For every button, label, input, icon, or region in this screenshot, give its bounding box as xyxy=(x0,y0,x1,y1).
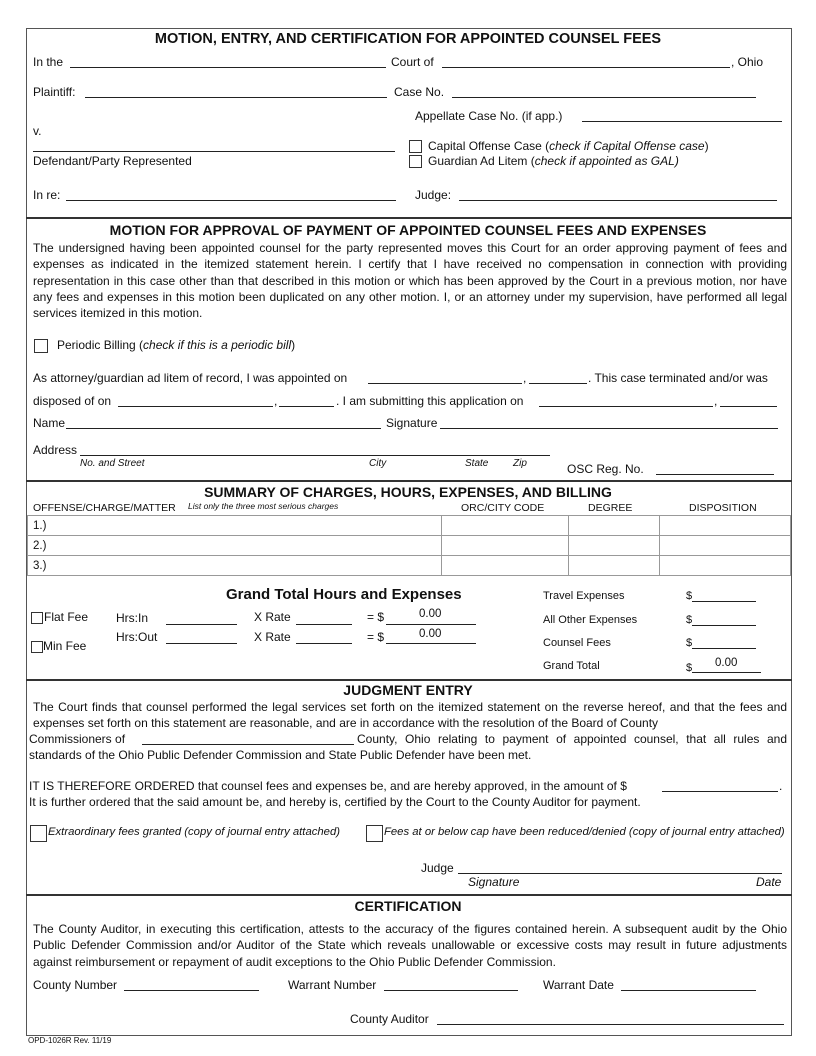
motion-body: The undersigned having been appointed counsel for the party represented moves this Court for an order approving payment of fees and expenses as indicated in the itemized statement herein. I certify that I have received no compensation in connection with providing representation in this case other than that described in this motion or which has been approved by the Court in a previous motion, nor have any fees and expenses in this motion been duplicated on any other motion. I, or an attorney under my supervision, have performed all legal services itemized in this motion. xyxy=(33,241,787,321)
disposed-label: disposed of on xyxy=(33,394,112,408)
divider xyxy=(26,679,792,681)
summary-heading: SUMMARY OF CHARGES, HOURS, EXPENSES, AND BILLING xyxy=(204,484,612,500)
periodic-billing-checkbox[interactable] xyxy=(34,339,48,353)
ordered-label: IT IS THEREFORE ORDERED that counsel fees and expenses be, and are hereby approved, in the amount of $ xyxy=(29,779,627,793)
counsel-field[interactable] xyxy=(692,648,756,649)
v-label: v. xyxy=(33,124,42,138)
col-orc: ORC/CITY CODE xyxy=(461,502,545,514)
comma: , xyxy=(714,394,718,408)
submitting-label: . I am submitting this application on xyxy=(336,394,524,408)
orc-cell[interactable] xyxy=(442,516,569,536)
appellate-field[interactable] xyxy=(582,121,782,122)
other-field[interactable] xyxy=(692,625,756,626)
rate-in-field[interactable] xyxy=(296,624,352,625)
court-of-label: Court of xyxy=(391,55,434,69)
in-the-label: In the xyxy=(33,55,64,69)
signature-label: Signature xyxy=(386,416,438,430)
disposition-cell[interactable] xyxy=(660,516,791,536)
gal-checkbox[interactable] xyxy=(409,155,422,168)
signature-caption: Signature xyxy=(468,875,520,889)
travel-field[interactable] xyxy=(692,601,756,602)
capital-offense-checkbox[interactable] xyxy=(409,140,422,153)
date-caption: Date xyxy=(756,875,782,889)
flat-fee-checkbox[interactable] xyxy=(31,612,43,624)
col-hint: List only the three most serious charges xyxy=(188,501,339,511)
in-re-label: In re: xyxy=(33,188,61,202)
osc-label: OSC Reg. No. xyxy=(567,462,644,476)
court-county-field[interactable] xyxy=(442,67,730,68)
divider xyxy=(26,480,792,482)
appointed-label: As attorney/guardian ad litem of record, I was appointed on xyxy=(33,371,348,385)
cap-label: Fees at or below cap have been reduced/denied (copy of journal entry attached) xyxy=(384,826,785,838)
hrs-out-label: Hrs:Out xyxy=(116,630,158,644)
rate-out-field[interactable] xyxy=(296,643,352,644)
appointed-year-field[interactable] xyxy=(529,383,587,384)
case-no-field[interactable] xyxy=(452,97,756,98)
judge-sign-label: Judge xyxy=(421,861,454,875)
judge-label: Judge: xyxy=(415,188,452,202)
county-field[interactable] xyxy=(142,744,354,745)
ohio-label: , Ohio xyxy=(731,55,764,69)
table-row xyxy=(28,556,791,576)
warrant-date-field[interactable] xyxy=(621,990,756,991)
warrant-date-label: Warrant Date xyxy=(543,978,614,992)
judge-field[interactable] xyxy=(459,200,777,201)
certification-heading: CERTIFICATION xyxy=(354,898,462,914)
city-caption: City xyxy=(369,458,387,469)
comma: , xyxy=(274,394,278,408)
grand-label: Grand Total xyxy=(543,660,600,672)
extraordinary-label: Extraordinary fees granted (copy of journal entry attached) xyxy=(48,826,340,838)
approved-amount-field[interactable] xyxy=(662,791,778,792)
travel-label: Travel Expenses xyxy=(543,590,625,602)
disposed-year-field[interactable] xyxy=(279,406,334,407)
dollar-sign: $ xyxy=(686,614,693,626)
col-offense: OFFENSE/CHARGE/MATTER xyxy=(33,502,176,514)
certification-body: The County Auditor, in executing this certification, attests to the accuracy of the figures contained herein. A subsequent audit by the Ohio Public Defender Commission and/or Auditor of the State which reveals unallowable or excessive costs may result in future adjustments against reimbursement or repayment of audit exceptions to the Ohio Public Defender Commission. xyxy=(33,922,787,969)
submit-date-field[interactable] xyxy=(539,406,713,407)
charges-table xyxy=(27,515,791,576)
gal-label: Guardian Ad Litem (check if appointed as GAL) xyxy=(428,154,679,168)
judgment-heading: JUDGMENT ENTRY xyxy=(343,682,473,698)
in-re-field[interactable] xyxy=(66,200,396,201)
warrant-number-field[interactable] xyxy=(384,990,518,991)
signature-field[interactable] xyxy=(440,428,778,429)
plaintiff-field[interactable] xyxy=(85,97,387,98)
hrs-in-label: Hrs:In xyxy=(116,611,149,625)
periodic-billing-label: Periodic Billing (check if this is a periodic bill) xyxy=(57,338,296,352)
offense-cell[interactable]: 1.) xyxy=(28,516,442,536)
dollar-sign: $ xyxy=(686,590,693,602)
appointed-date-field[interactable] xyxy=(368,383,522,384)
commissioners-label: Commissioners of xyxy=(29,732,126,746)
county-number-label: County Number xyxy=(33,978,118,992)
counsel-label: Counsel Fees xyxy=(543,637,611,649)
out-total-value: 0.00 xyxy=(419,628,442,640)
grand-field[interactable] xyxy=(692,672,761,673)
hrs-in-field[interactable] xyxy=(166,624,237,625)
certified-label: It is further ordered that the said amount be, and hereby is, certified by the Court to the County Auditor for payment. xyxy=(29,795,641,809)
offense-cell[interactable]: 2.) xyxy=(28,536,442,556)
degree-cell[interactable] xyxy=(569,536,660,556)
min-fee-label: Min Fee xyxy=(43,639,87,653)
table-row xyxy=(28,536,791,556)
col-degree: DEGREE xyxy=(588,502,633,514)
in-total-value: 0.00 xyxy=(419,608,442,620)
submit-year-field[interactable] xyxy=(720,406,777,407)
dollar-sign: $ xyxy=(686,662,693,674)
judgment-body-end: standards of the Ohio Public Defender Commission and State Public Defender have been met. xyxy=(29,748,532,762)
min-fee-checkbox[interactable] xyxy=(31,641,43,653)
equals-label: = $ xyxy=(367,610,385,624)
extraordinary-checkbox[interactable] xyxy=(30,825,47,842)
divider xyxy=(26,894,792,896)
x-rate-label: X Rate xyxy=(254,630,291,644)
name-label: Name xyxy=(33,416,66,430)
address-field[interactable] xyxy=(80,455,550,456)
dollar-sign: $ xyxy=(686,637,693,649)
in-total-field[interactable] xyxy=(386,624,476,625)
plaintiff-label: Plaintiff: xyxy=(33,85,76,99)
county-ohio-label: County, Ohio relating to payment of appointed counsel, that all rules and xyxy=(357,732,787,746)
other-label: All Other Expenses xyxy=(543,614,638,626)
warrant-number-label: Warrant Number xyxy=(288,978,377,992)
motion-heading: MOTION FOR APPROVAL OF PAYMENT OF APPOINTED COUNSEL FEES AND EXPENSES xyxy=(109,222,707,238)
hrs-out-field[interactable] xyxy=(166,643,237,644)
totals-heading: Grand Total Hours and Expenses xyxy=(226,586,462,603)
page-title: MOTION, ENTRY, AND CERTIFICATION FOR APPOINTED COUNSEL FEES xyxy=(154,31,662,47)
zip-caption: Zip xyxy=(513,458,527,469)
orc-cell[interactable] xyxy=(442,536,569,556)
out-total-field[interactable] xyxy=(386,643,476,644)
osc-field[interactable] xyxy=(656,474,774,475)
degree-cell[interactable] xyxy=(569,516,660,536)
appellate-label: Appellate Case No. (if app.) xyxy=(415,109,563,123)
offense-cell[interactable]: 3.) xyxy=(28,556,442,576)
comma: , xyxy=(523,371,527,385)
table-row xyxy=(28,516,791,536)
capital-offense-label: Capital Offense Case (check if Capital Offense case) xyxy=(428,139,709,153)
street-caption: No. and Street xyxy=(80,458,145,469)
auditor-label: County Auditor xyxy=(350,1012,429,1026)
judgment-body: The Court finds that counsel performed the legal services set forth on the itemized statement on the reverse hereof, and that the fees and expenses set forth on this statement are reasonable, and are in accordance with the resolution of the Board of County xyxy=(33,700,787,731)
defendant-field[interactable] xyxy=(33,151,395,152)
form-number: OPD-1026R Rev. 11/19 xyxy=(28,1036,112,1045)
case-no-label: Case No. xyxy=(394,85,445,99)
court-name-field[interactable] xyxy=(70,67,386,68)
flat-fee-label: Flat Fee xyxy=(44,610,89,624)
terminated-label: . This case terminated and/or was xyxy=(588,371,768,385)
divider xyxy=(26,217,792,219)
x-rate-label: X Rate xyxy=(254,610,291,624)
disposition-cell[interactable] xyxy=(660,556,791,576)
name-field[interactable] xyxy=(66,428,381,429)
address-label: Address xyxy=(33,443,78,457)
period: . xyxy=(779,779,783,793)
degree-cell[interactable] xyxy=(569,556,660,576)
disposed-date-field[interactable] xyxy=(118,406,273,407)
cap-checkbox[interactable] xyxy=(366,825,383,842)
col-disposition: DISPOSITION xyxy=(689,502,757,514)
equals-label: = $ xyxy=(367,630,385,644)
state-caption: State xyxy=(465,458,489,469)
auditor-field[interactable] xyxy=(437,1024,784,1025)
grand-value: 0.00 xyxy=(715,657,738,669)
judge-signature-field[interactable] xyxy=(458,873,782,874)
disposition-cell[interactable] xyxy=(660,536,791,556)
orc-cell[interactable] xyxy=(442,556,569,576)
defendant-label: Defendant/Party Represented xyxy=(33,154,192,168)
county-number-field[interactable] xyxy=(124,990,259,991)
